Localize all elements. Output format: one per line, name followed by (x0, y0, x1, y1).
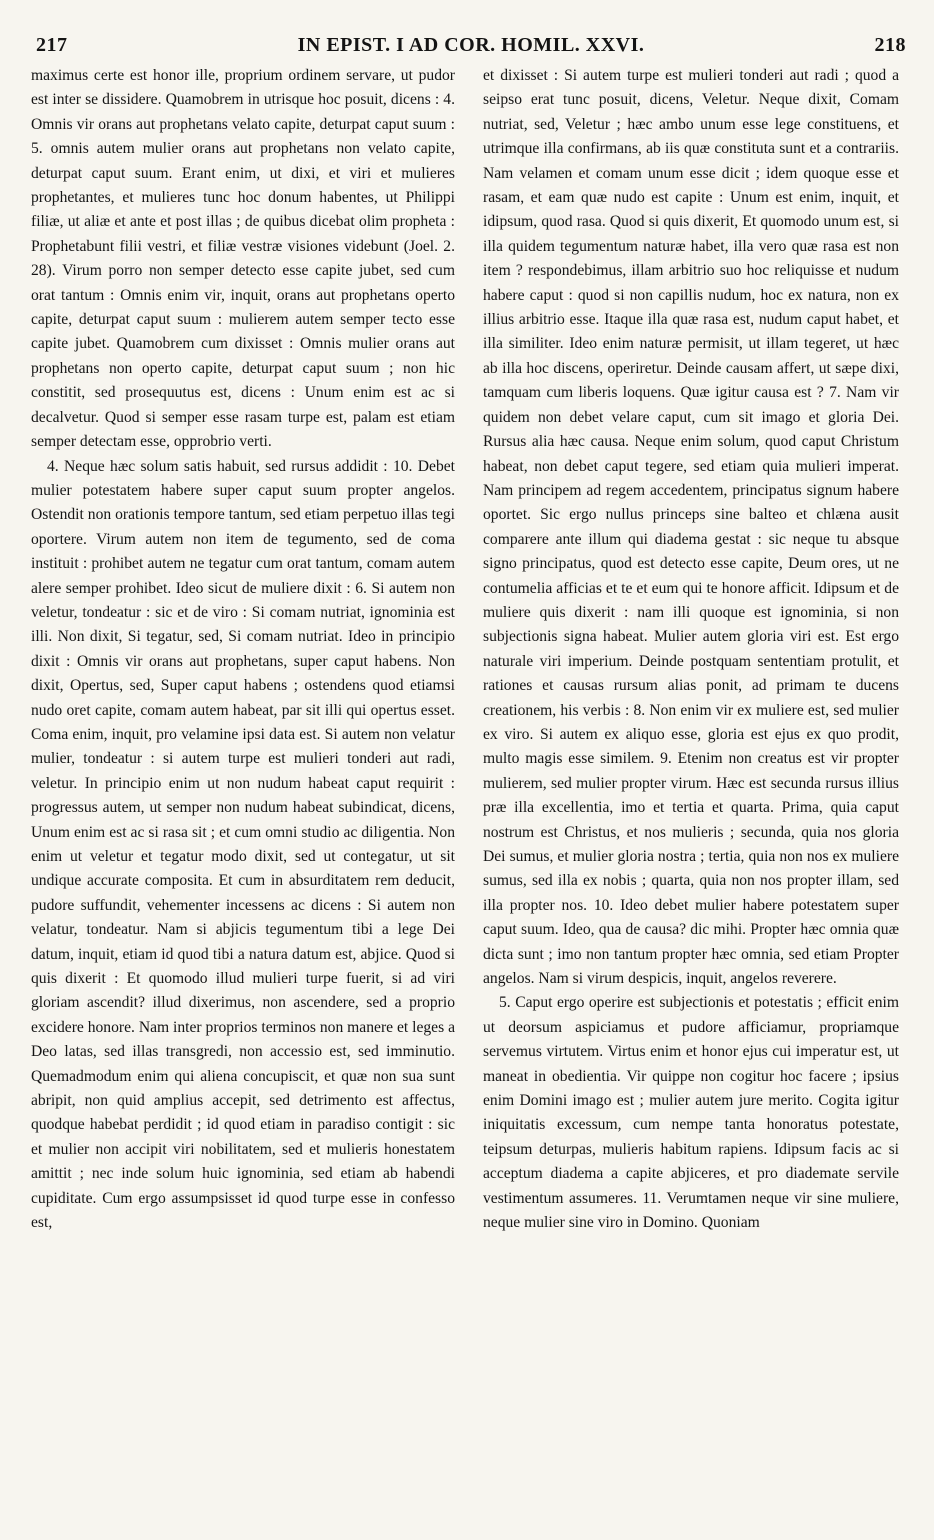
right-paragraph-1: et dixisset : Si autem turpe est mulieri tonderi aut radi ; quod a seipso erat tunc posuit, dicens, Veletur. Neque dixit, Comam nutriat, sed, Veletur ; hæc ambo unum esse lege constituens, et utrimque illa confirmans, ab iis quæ constituta sunt et a contrariis. Nam velamen et comam unum esse dicit ; idem quoque esse et rasam, et eam quæ nudo est capite : Unum est enim, inquit, et idipsum, quod rasa. Quod si quis dixerit, Et quomodo unum est, si illa quidem tegumentum naturæ habet, illa vero quæ rasa est non item ? respondebimus, illam arbitrio suo hoc reliquisse et nudum habere caput : quod si non capillis nudum, hoc ex natura, non ex illius arbitrio esse. Itaque illa quæ rasa est, nudum caput habet, et illa similiter. Ideo enim naturæ permisit, ut illam tegeret, ut hæc ab illa hoc discens, operiretur. Deinde causam affert, ut sæpe dixi, tamquam cum liberis loquens. Quæ igitur causa est ? 7. Nam vir quidem non debet velare caput, cum sit imago et gloria Dei. Rursus alia hæc causa. Neque enim solum, quod caput Christum habeat, non debet caput tegere, sed etiam quia mulieri imperat. Nam principem ad regem accedentem, principatus signum habere oportet. Sic ergo nullus princeps sine balteo et chlæna ausit comparere ante illum qui diadema gestat : sic neque tu absque signo principatus, quod est detecto esse capite, Deum ores, ut ne contumelia afficias et te et eum qui te honore afficit. Idipsum et de muliere quis dixerit : nam illi quoque est ignominia, si non subjectionis signa habeat. Mulier autem gloria viri est. Est ergo naturale viri imperium. Deinde postquam sententiam protulit, et rationes et causas rursum alias ponit, ad primam te ducens creationem, his verbis : 8. Non enim vir ex muliere est, sed mulier ex viro. Si autem ex aliquo esse, gloria est ejus ex quo prodit, multo magis esse similem. 9. Etenim non creatus est vir propter mulierem, sed mulier propter virum. Hæc est secunda rursus illius præ illa excellentia, imo et tertia et quarta. Prima, quia caput nostrum est Christus, et nos mulieris ; secunda, quia nos gloria Dei sumus, et mulier gloria nostra ; tertia, quia non nos ex muliere sumus, sed illa ex nobis ; quarta, quia non nos propter illam, sed illa propter nos. 10. Ideo debet mulier habere potestatem super caput suum. Ideo, qua de causa? dic mihi. Propter hæc omnia quæ dicta sunt ; imo non tantum propter hæc omnia, sed etiam Propter angelos. Nam si virum despicis, inquit, angelos reverere. (483, 67, 899, 988)
left-paragraph-2: 4. Neque hæc solum satis habuit, sed rursus addidit : 10. Debet mulier potestatem habere super caput suum propter angelos. Ostendit non orationis tempore tantum, sed etiam perpetuo illas tegi oportere. Virum autem non item de tegumento, sed de coma instituit : prohibet autem ne tegatur cum orat tantum, comam autem alere semper prohibet. Ideo sicut de muliere dixit : 6. Si autem non veletur, tondeatur : sic et de viro : Si comam nutriat, ignominia est illi. Non dixit, Si tegatur, sed, Si comam nutriat. Ideo in principio dixit : Omnis vir orans aut prophetans, super caput habens. Non dixit, Opertus, sed, Super caput habens ; ostendens quod etiamsi nudo oret capite, comam autem habeat, par sit illi qui opertus esset. Coma enim, inquit, pro velamine ipsi data est. Si autem non velatur mulier, tondeatur : si autem turpe est mulieri tonderi aut radi, veletur. In principio enim ut non nudum habeat caput requirit : progressus autem, ut semper non nudum habeat subindicat, dicens, Unum enim est ac si rasa sit ; et cum omni studio ac diligentia. Non enim ut veletur et tegatur modo dixit, sed ut contegatur, ut sit undique accurate composita. Et cum in absurditatem rem deducit, pudore suffundit, vehementer incessens ac dicens : Si autem non velatur, tondeatur. Nam si abjicis tegumentum tibi a lege Dei datum, inquit, etiam id quod tibi a natura datum est, abjice. Quod si quis dixerit : Et quomodo illud mulieri turpe fuerit, si ad viri gloriam ascendit? illud dixerimus, non ascendere, sed a proprio excidere honore. Nam inter proprios terminos non manere et leges a Deo latas, sed illas transgredi, non accessio est, sed imminutio. Quemadmodum enim qui aliena concupiscit, et quæ non sua sunt abripit, non quid amplius accepit, sed detrimento est affectus, quodque habebat perdidit ; id quod etiam in paradiso contigit : sic et mulier non accipit viri nobilitatem, sed et mulieris honestatem amittit ; nec inde solum huic ignominia, sed etiam ab habendi cupiditate. Cum ergo assumpsisset id quod turpe esse in confesso est, (31, 457, 455, 1232)
left-paragraph-1: maximus certe est honor ille, proprium ordinem servare, ut pudor est inter se dissidere. Quamobrem in utrisque hoc posuit, dicens : 4. Omnis vir orans aut prophetans velato capite, deturpat caput suum : 5. omnis autem mulier orans aut prophetans non velato capite, deturpat caput suum. Erant enim, ut dixi, et viri et mulieres prophetantes, et mulieres tunc hoc donum habentes, ut Philippi filiæ, ut aliæ et ante et post illas ; de quibus dicebat olim propheta : Prophetabunt filii vestri, et filiæ vestræ visiones videbunt (Joel. 2. 28). Virum porro non semper detecto esse capite jubet, sed cum orat tantum : Omnis enim vir, inquit, orans aut prophetans operto capite, deturpat caput suum : mulierem autem semper tecto esse capite jubet. Quamobrem cum dixisset : Omnis mulier orans aut prophetans non operto capite, deturpat caput suum ; non hic constitit, sed prosequutus est, dicens : Unum enim est ac si decalvetur. Quod si semper esse rasam turpe est, palam est etiam semper detectam esse, opprobrio verti. (31, 67, 455, 451)
running-title: IN EPIST. I AD COR. HOMIL. XXVI. (297, 34, 645, 56)
page-number-right: 218 (874, 34, 906, 56)
right-paragraph-2: 5. Caput ergo operire est subjectionis et potestatis ; efficit enim ut deorsum aspiciamus et pudore afficiamur, propriamque servemus virtutem. Virtus enim et honor ejus cui imperatur est, ut maneat in obedientia. Vir quippe non cogitur hoc facere ; ipsius enim Domini imago est ; mulier autem jure merito. Cogita igitur iniquitatis excessum, cum nempe tanta honoratus potestate, teipsum deturpas, mulieris habitum rapiens. Idipsum facis ac si acceptum diadema a capite abjiceres, et pro diademate servile vestimentum assumeres. 11. Verumtamen neque vir sine muliere, neque mulier sine viro in Domino. Quoniam (483, 994, 899, 1232)
right-column (483, 64, 899, 1236)
running-header (36, 34, 906, 58)
page-number-left: 217 (36, 34, 68, 56)
left-column (31, 64, 455, 1236)
